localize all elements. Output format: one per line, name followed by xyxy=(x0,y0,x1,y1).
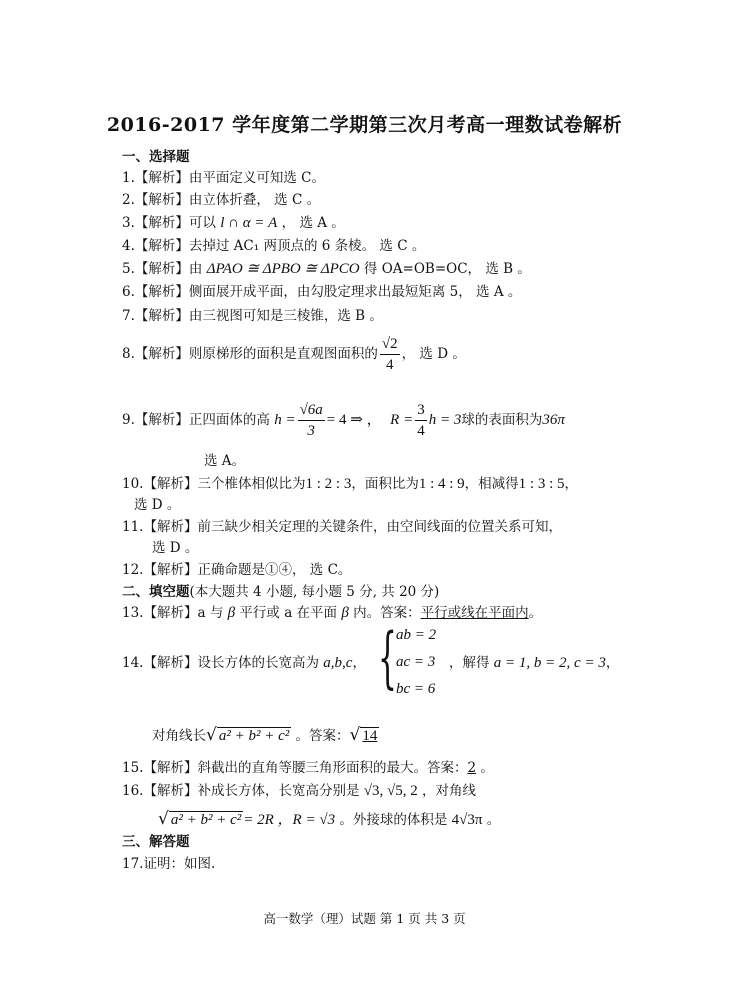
math-expression: ΔPAO ≅ ΔPBO ≅ ΔPCO xyxy=(206,261,360,277)
answer-q9: 9.【解析】正四面体的高 h = $\frac{√6a}{3}$ = 4 ⇒ ， R = $\frac{3}{4}$ h = 3球的表面积为36π xyxy=(122,402,565,439)
answer-q5: 5.【解析】由 ΔPAO ≅ ΔPBO ≅ ΔPCO 得 OA=OB=OC， 选 B 。 xyxy=(122,261,531,277)
answer-q8: 8.【解析】则原梯形的面积是直观图面积的 $\frac{√2}{4}$ ， 选 D 。 xyxy=(122,336,466,373)
answer-q10: 10.【解析】三个椎体相似比为1 : 2 : 3，面积比为1 : 4 : 9，相减得1 : 3 : 5， xyxy=(122,476,579,492)
answer-q12: 12.【解析】正确命题是①④， 选 C。 xyxy=(122,562,352,578)
answer-q3: 3.【解析】可以 l ∩ α = A ， 选 A 。 xyxy=(122,215,345,231)
answer-q14: 14.【解析】设长方体的长宽高为 a,b,c， xyxy=(122,655,366,671)
answer-q1: 1.【解析】由平面定义可知选 C。 xyxy=(122,170,326,186)
answer-q17: 17.证明：如图. xyxy=(122,856,216,872)
radical-sign: √ xyxy=(349,725,361,745)
fraction: $\frac{√6a}{3}$ xyxy=(299,402,323,439)
answer-underlined: 2 xyxy=(467,760,477,776)
radical-sign: √ xyxy=(158,809,169,829)
answer-q16-formula: √ a² + b² + c² = 2R ，R = √3 。外接球的体积是 4√3π 。 xyxy=(158,809,501,829)
answer-q14-diagonal: 对角线长√ a² + b² + c² 。答案：√ 14 xyxy=(152,725,378,745)
answer-q11-choice: 选 D 。 xyxy=(152,540,199,556)
answer-underlined: 14 xyxy=(362,728,378,744)
answer-q13: 13.【解析】a 与 β 平行或 a 在平面 β 内。答案：平行或线在平面内。 xyxy=(122,605,543,621)
equation: ab = 2 xyxy=(396,627,437,643)
equation: bc = 6 xyxy=(396,681,436,697)
fraction: $\frac{3}{4}$ xyxy=(417,402,425,439)
left-brace: { xyxy=(378,619,397,696)
answer-q2: 2.【解析】由立体折叠， 选 C 。 xyxy=(122,192,321,208)
radical-sign: √ xyxy=(206,725,217,745)
answer-q11: 11.【解析】前三缺少相关定理的关键条件，由空间线面的位置关系可知， xyxy=(122,519,562,535)
answer-underlined: 平行或线在平面内 xyxy=(420,605,529,621)
answer-q6: 6.【解析】侧面展开成平面，由勾股定理求出最短矩离 5， 选 A 。 xyxy=(122,284,522,300)
answer-q10-choice: 选 D 。 xyxy=(134,497,181,513)
answer-q4: 4.【解析】去掉过 AC₁ 两顶点的 6 条棱。 选 C 。 xyxy=(122,238,426,254)
page-title: 2016-2017 学年度第二学期第三次月考高一理数试卷解析 xyxy=(106,114,623,136)
answer-q16: 16.【解析】补成长方体，长宽高分别是 √3, √5, 2 ，对角线 xyxy=(122,783,477,799)
math-expression: l ∩ α = A xyxy=(220,215,278,231)
page-footer: 高一数学（理）试题 第 1 页 共 3 页 xyxy=(263,911,466,926)
fraction: $\frac{√2}{4}$ xyxy=(381,336,398,373)
answer-q15: 15.【解析】斜截出的直角等腰三角形面积的最大。答案：2 。 xyxy=(122,760,494,776)
section-heading-solve: 三、解答题 xyxy=(122,834,190,850)
answer-q9-choice: 选 A。 xyxy=(204,453,246,469)
equation: ac = 3 xyxy=(396,654,436,670)
answer-q14-solution: ，解得 a = 1, b = 2, c = 3， xyxy=(449,655,620,671)
section-heading-fill: 二、填空题(本大题共 4 小题, 每小题 5 分, 共 20 分) xyxy=(122,584,440,600)
section-heading-choice: 一、选择题 xyxy=(122,149,190,165)
answer-q7: 7.【解析】由三视图可知是三棱锥，选 B 。 xyxy=(122,308,383,324)
